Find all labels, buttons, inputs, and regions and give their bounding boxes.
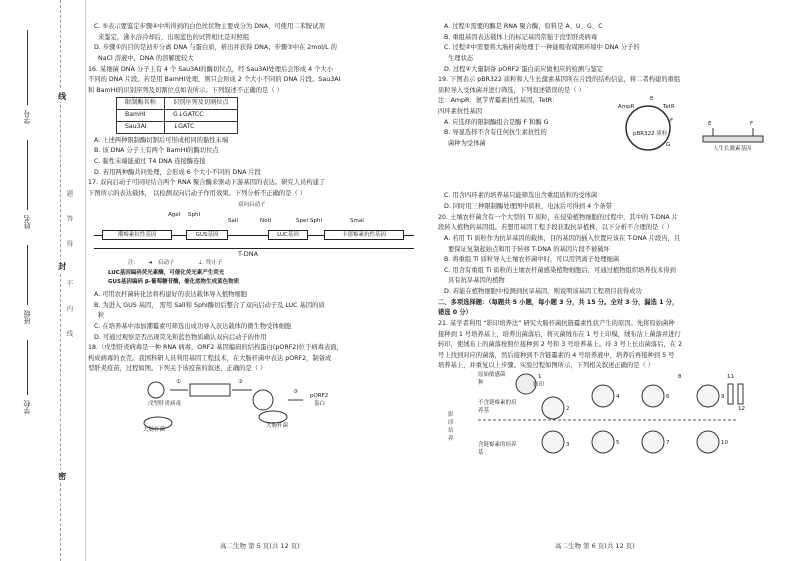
page-6-footer: 高二生物 第 6 页(共 12 页) bbox=[555, 541, 635, 550]
q18-option-b: B. 重组基因表达载体上的标记基因常强于没型肝炎病毒 bbox=[444, 33, 598, 41]
ecoli-label-2: 大肠杆菌 bbox=[266, 423, 289, 430]
hgh-label: 人生长激素基因 bbox=[713, 146, 752, 153]
plate-2 bbox=[542, 397, 564, 419]
school-field-line bbox=[27, 340, 28, 395]
tube-number: 12 bbox=[738, 406, 745, 412]
enzyme-e-label: E bbox=[650, 96, 654, 103]
q17-option-c: C. 在培养基中添加潮霉素可筛选出成功导入表达载体的微生物受体细胞 bbox=[94, 322, 292, 330]
no-strep-medium-label: 不含链霉素的培养基 bbox=[478, 400, 517, 414]
table-cell: ↓GATC bbox=[164, 121, 237, 133]
q20-option-c-cont: 具有抗旱基因的植物 bbox=[448, 277, 505, 285]
note-char-6: 题 bbox=[65, 190, 74, 197]
kanamycin-gene-box: 卡那霉素抗性基因 bbox=[324, 230, 404, 240]
enzyme-site-label: SmaⅠ bbox=[350, 218, 364, 225]
enzyme-table bbox=[116, 97, 238, 134]
plate-number: 3 bbox=[566, 442, 570, 448]
bidirectional-promoter-label: 双向启动子 bbox=[238, 202, 266, 209]
page-5-column bbox=[88, 22, 426, 435]
strep-medium-label: 含链霉素的培养基 bbox=[478, 442, 517, 456]
legend-terminator: 终止子 bbox=[206, 260, 223, 267]
table-header-name: 限制酶名称 bbox=[117, 97, 165, 109]
q19-option-a: A. 应选择的限制酶组合是酶 F 和酶 G bbox=[444, 118, 549, 126]
q20-stem-2: 段转入植物的基因组。若想用基因工程手段获取抗旱植株，以下分析不合理的是（ ） bbox=[438, 224, 673, 232]
virus-label: 戊型肝炎病毒 bbox=[148, 401, 182, 408]
page-6-column bbox=[438, 22, 776, 470]
q16-option-b: B. 该 DNA 分子上有两个 BamHⅠ的酶切位点 bbox=[94, 147, 219, 155]
seal-char-2: 封 bbox=[57, 262, 67, 270]
replica-plating-figure bbox=[438, 372, 776, 470]
q17-stem-2: 下图所示的表达载体， 以检测双向启动子作用效果。下列分析不正确的是（ ） bbox=[88, 189, 307, 197]
id-label: 学号 bbox=[23, 110, 31, 124]
section-2-heading: 二、多项选择题：（每题共 5 小题，每小题 3 分，共 15 分。全对 3 分，漏选 1 分， bbox=[438, 298, 679, 306]
tdna-label: T-DNA bbox=[238, 250, 259, 259]
enzyme-site-label: SalⅠ bbox=[228, 218, 239, 225]
legend-arrow-icon: ➜ bbox=[148, 260, 153, 267]
school-label: 学校 bbox=[23, 400, 31, 414]
table-cell: G↓GATCC bbox=[164, 109, 237, 121]
plate-number: 6 bbox=[666, 394, 670, 400]
class-label: 班级 bbox=[23, 310, 31, 324]
tetr-label: TetR bbox=[663, 104, 675, 111]
q17-option-a: A. 可用农杆菌转化法将构建好的表达载体导入植物细胞 bbox=[94, 291, 248, 299]
note-char-3: 不 bbox=[65, 280, 74, 287]
enzyme-site-label: SpeⅠ bbox=[296, 218, 308, 225]
q16-option-c: C. 黏性末端能通过 T4 DNA 连接酶连接 bbox=[94, 158, 206, 166]
tdna-span-line bbox=[94, 248, 414, 249]
q19-block bbox=[438, 96, 776, 191]
hygromycin-gene-box: 潮霉素抗性基因 bbox=[102, 230, 172, 240]
note-char-2: 内 bbox=[65, 305, 74, 312]
plate-number: 10 bbox=[721, 440, 728, 446]
legend-terminator-icon: ⊥ bbox=[198, 260, 203, 267]
plate-7 bbox=[642, 431, 664, 453]
plasmid-ring bbox=[626, 106, 670, 150]
q18-stem-3: 型肝炎疫苗，过程如图。下列关于该疫苗的叙述，正确的是（ ） bbox=[88, 365, 267, 373]
step-3-label: ③ bbox=[293, 389, 298, 396]
plate-number: 8 bbox=[678, 374, 682, 380]
q19-note: 注：AmpR：氨苄青霉素抗性基因，TetR： bbox=[438, 97, 559, 105]
q20-option-a: A. 若用 Ti 质粒作为抗旱基因的载体，目的基因的插入位置应该在 T-DNA 片段内，且 bbox=[444, 234, 681, 242]
gus-note: GUS基因编码 β-葡萄糖苷酶，催化底物生成蓝色物质 bbox=[108, 279, 240, 286]
step-1-label: ① bbox=[176, 379, 181, 386]
virus-shape bbox=[148, 382, 164, 398]
protein-label: 蛋白 bbox=[314, 401, 326, 408]
binding-margin bbox=[0, 0, 86, 561]
plate-number: 4 bbox=[616, 394, 620, 400]
id-field-line bbox=[27, 30, 28, 105]
q20-option-a-cont: 要保证复制起始点和用于转移 T-DNA 的基因片段不被破坏 bbox=[448, 245, 610, 253]
q19-option-d: D. 同时用三种限制酶处理图中质粒，电泳后可得到 4 个条带 bbox=[444, 203, 612, 210]
plate-9 bbox=[697, 385, 719, 407]
plate-6 bbox=[642, 385, 664, 407]
page-5-footer: 高二生物 第 5 页(共 12 页) bbox=[220, 541, 300, 550]
q18-option-d: D. 过程④大量制备 pORF2 蛋白前应做相应的检测与鉴定 bbox=[444, 65, 604, 73]
q15-option-c: C. ⑤表示要鉴定步骤④中所得到的白色丝状物主要成分为 DNA，可使用二苯胺试剂 bbox=[94, 23, 325, 30]
q21-stem-3: 转印，使绒布上的菌落按照位接种到 2 号和 3 号培养基上。待 3 号上长出菌落后，在 2 bbox=[438, 341, 683, 349]
ampr-label: AmpR bbox=[618, 104, 635, 111]
table-header-site: 识别序列及切割位点 bbox=[164, 97, 237, 109]
tube-number: 11 bbox=[727, 374, 734, 380]
q16-option-d: D. 若用两种酶共同处理，会形成 6 个大小不同的 DNA 片段 bbox=[94, 168, 261, 176]
gene-fragment-shape bbox=[190, 384, 230, 396]
class-field-line bbox=[27, 245, 28, 305]
q18-option-a: A. 过程①需要的酶是 RNA 聚合酶，原料是 A、U、G、C bbox=[444, 23, 603, 30]
q19-option-b: B. 导显选择不含有任何抗生素抗性的 bbox=[444, 129, 547, 137]
q18-stem: 18.（戊型肝炎病毒是一种 RNA 病毒，ORF2 基因编码的结构蛋白(pORF2)位于病毒表面， bbox=[88, 344, 343, 352]
q20-option-b: B. 将重组 Ti 质粒导入土壤农杆菌中时，可以用钙离子处理细菌 bbox=[444, 256, 620, 264]
q17-stem: 17. 双向启动子可同时结合两个 RNA 聚合酶来驱动下游基因的表达。研究人员构建了 bbox=[88, 179, 326, 187]
note-char-4: 得 bbox=[65, 240, 74, 247]
q20-option-d: D. 若能在植物细胞中检测到抗旱基因，则说明该基因工程项目获得成功 bbox=[444, 288, 642, 295]
note-char-5: 答 bbox=[65, 215, 74, 222]
q20-option-c: C. 用含有重组 Ti 质粒的土壤农杆菌感染植物细胞后，可通过植物组织培养技术得到 bbox=[444, 266, 676, 274]
enzyme-site-label: NotⅠ bbox=[260, 218, 272, 225]
name-label: 姓名 bbox=[23, 215, 31, 229]
q21-stem-5: 培养基上，并重复以上步骤。实验过程如图所示，下列相关叙述正确的是（ ） bbox=[438, 362, 655, 370]
plate-number: 7 bbox=[666, 440, 670, 446]
note-char-1: 线 bbox=[65, 330, 74, 337]
q19-option-b-cont: 菌种为受体菌 bbox=[448, 139, 486, 147]
q17-option-d: D. 可通过观察是否出现荧光和蓝色物质确认双向启动子的作用 bbox=[94, 333, 267, 341]
seal-char-1: 密 bbox=[57, 472, 67, 480]
expression-vector-figure bbox=[88, 200, 418, 288]
q18-stem-2: 构成病毒的衣壳。我国科研人员利用基因工程技术，在大肠杆菌中表达 pORF2，制备成 bbox=[88, 354, 332, 362]
q18-option-c: C. 过程②中需要将大肠杆菌处理于一种能吸收周围环境中 DNA 分子的 bbox=[444, 44, 640, 52]
q15-option-c-cont: 来鉴定，沸水浴冷却后，出现蓝色的试管相比是对照组 bbox=[98, 33, 250, 41]
plate-number: 9 bbox=[721, 394, 725, 400]
gus-gene-box: GUS基因 bbox=[186, 230, 228, 240]
step-2-label: ② bbox=[238, 379, 243, 386]
enzyme-site-label: AgeⅠ bbox=[168, 212, 181, 219]
q15-option-d-cont: NaCl 溶液中，DNA 的溶解度较大 bbox=[98, 54, 194, 62]
hgh-enzyme-e: E bbox=[708, 121, 712, 128]
q21-stem-2: 接种到 1 号培养基上，培养出菌落后，将灭菌绒布在 1 号上印模，绒布沾上菌落并进行 bbox=[438, 330, 681, 338]
table-cell: BamHⅠ bbox=[117, 109, 165, 121]
plate-number: 1 bbox=[538, 374, 542, 380]
plasmid-name: pBR322 质粒 bbox=[633, 131, 668, 138]
q21-stem: 21. 某学者利用 “影印培养法” 研究大肠杆菌抗链霉素性状产生的原因。先将原始菌种 bbox=[438, 319, 675, 327]
q19-stem-2: 质粒导入受体菌并进行筛选，下列叙述错误的是（ ） bbox=[438, 86, 585, 94]
tube-11 bbox=[728, 384, 733, 404]
plate-10 bbox=[697, 431, 719, 453]
q17-option-b: B. 为进入 GUS 基因， 需用 SalⅠ和 SphⅠ酶切后整合了双向启动子及 LUC 基因的质 bbox=[94, 301, 325, 309]
enzyme-site-label: SphⅠ bbox=[188, 212, 201, 219]
q19-option-c: C. 用含四环素的培养基只能筛选出含重组质粒的受体菌 bbox=[444, 192, 598, 200]
plate-5 bbox=[592, 431, 614, 453]
velvet-label: 影印 bbox=[533, 382, 545, 388]
plate-number: 5 bbox=[616, 440, 620, 446]
q16-stem-3: 和 BamHⅠ的识别序列及切割位点如表所示。下列叙述不正确的是（ ） bbox=[88, 86, 283, 94]
q19-stem: 19. 下图表示 pBR322 质粒和人生长激素基因所在片段的结构信息，将二者构建的重组 bbox=[438, 76, 681, 84]
enzyme-f-label: F bbox=[670, 118, 674, 125]
luc-note: LUC基因编码荧光素酶，可催化荧光素产生荧光 bbox=[108, 270, 225, 277]
section-2-heading-cont: 错选 0 分） bbox=[438, 309, 472, 317]
table-cell: Sau3AⅠ bbox=[117, 121, 165, 133]
host-cell-shape bbox=[259, 411, 287, 423]
plate-4 bbox=[592, 385, 614, 407]
plate-number: 2 bbox=[566, 406, 570, 412]
q19-text-block bbox=[438, 96, 608, 149]
q16-option-a: A. 上述两种限制酶切割后可形成相同的黏性末端 bbox=[94, 136, 229, 144]
enzyme-site-label: SphⅠ bbox=[310, 218, 323, 225]
q16-stem-2: 不同的 DNA 片段。若是用 BamHⅠ处理，则只会形成 2 个大小不同的 DNA 片段。Sau3AⅠ bbox=[88, 76, 341, 84]
replica-culture-label: 影印培养 bbox=[448, 412, 454, 442]
legend-promoter: 启动子 bbox=[158, 260, 175, 267]
q17-option-b-cont: 粒 bbox=[98, 312, 105, 320]
hgh-gene-bar bbox=[703, 136, 763, 142]
q21-stem-4: 号上找到对应的菌落，然后接种到不含链霉素的 4 号培养液中，培养后再接种到 5 号 bbox=[438, 351, 675, 359]
plasmid-shape bbox=[253, 390, 273, 410]
name-field-line bbox=[27, 140, 28, 210]
q15-option-d: D. 步骤①的目的是初步分离 DNA 与蛋白质，析出并获得 DNA；步骤③中在 2mol/L 的 bbox=[94, 44, 337, 52]
original-strain-label: 原始敏感菌种 bbox=[478, 372, 506, 386]
luc-gene-box: LUC基因 bbox=[268, 230, 308, 240]
q19-note-2: 四环素抗性基因 bbox=[438, 108, 483, 115]
enzyme-g-label: G bbox=[666, 142, 671, 149]
plate-3 bbox=[542, 431, 564, 453]
tube-12 bbox=[738, 384, 743, 404]
vaccine-process-figure bbox=[88, 375, 426, 435]
q18-option-c-cont: 生理状态 bbox=[448, 54, 474, 62]
hgh-enzyme-f: F bbox=[750, 121, 754, 128]
q20-stem: 20. 土壤农杆菌含有一个大型的 Ti 质粒，在侵染植物细胞的过程中，其中的 T-DNA 片 bbox=[438, 213, 679, 221]
ecoli-label: 大肠杆菌 bbox=[143, 427, 166, 434]
q16-stem: 16. 某细菌 DNA 分子上有 4 个 Sau3AⅠ的酶切位点，经 Sau3AⅠ处理后会形成 4 个大小 bbox=[88, 65, 334, 73]
porf2-label: pORF2 bbox=[310, 393, 329, 400]
seal-char-3: 线 bbox=[57, 92, 67, 100]
legend-note-label: 注： bbox=[128, 260, 140, 267]
